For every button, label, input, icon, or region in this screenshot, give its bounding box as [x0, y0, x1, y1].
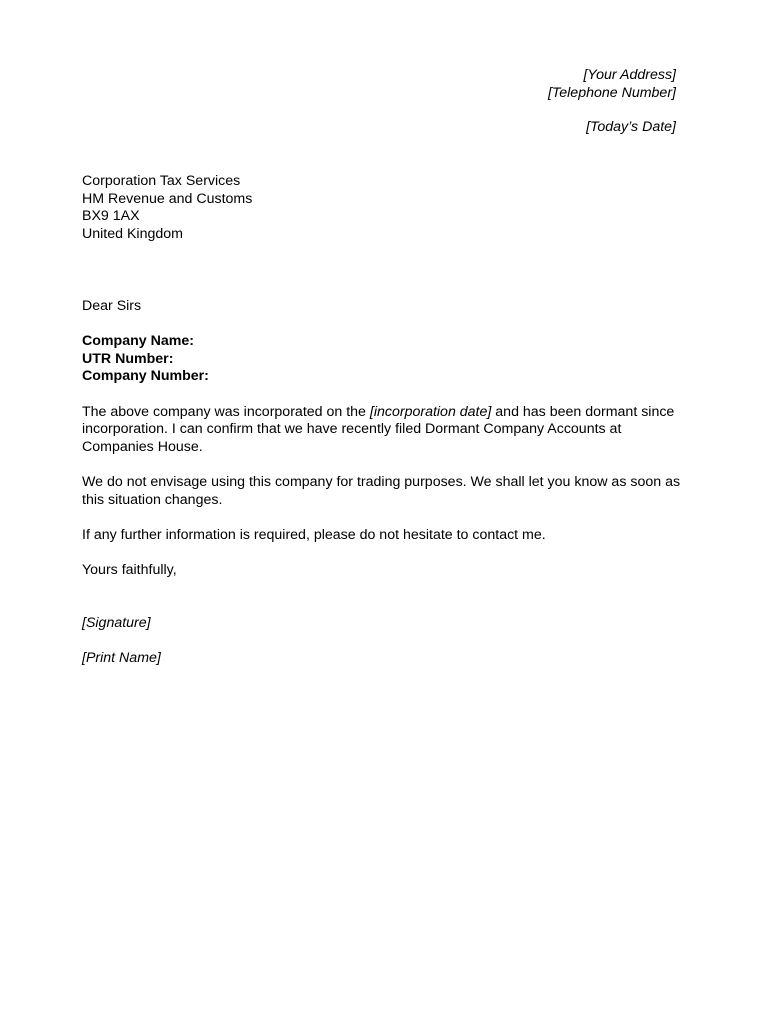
paragraph-text: The above company was incorporated on the [82, 403, 370, 420]
print-name-placeholder: [Print Name] [82, 649, 161, 666]
recipient-line: HM Revenue and Customs [82, 190, 253, 207]
recipient-line: BX9 1AX [82, 208, 140, 225]
recipient-line: United Kingdom [82, 225, 183, 242]
paragraph-trading: We do not envisage using this company for trading purposes. We shall let you know as soon as this situation changes. [82, 473, 681, 508]
incorporation-date-placeholder: [incorporation date] [369, 403, 492, 420]
company-number-label: Company Number: [82, 368, 209, 385]
paragraph-contact: If any further information is required, please do not hesitate to contact me. [82, 526, 546, 543]
letter-date: [Today’s Date] [586, 119, 676, 136]
salutation: Dear Sirs [82, 298, 142, 314]
paragraph-text: and has been dormant since incorporation. I can confirm that we have recently filed Dormant Company Accounts at Companies House. [82, 403, 675, 455]
sender-address: [Your Address] [583, 67, 676, 83]
closing: Yours faithfully, [82, 561, 177, 578]
recipient-address-block [82, 173, 682, 243]
letter-body [82, 298, 682, 685]
company-details [82, 333, 682, 386]
sender-telephone: [Telephone Number] [547, 84, 676, 101]
recipient-line: Corporation Tax Services [82, 173, 241, 189]
paragraph-incorporation [82, 404, 682, 457]
signature-placeholder: [Signature] [82, 614, 151, 631]
utr-number-label: UTR Number: [82, 350, 174, 367]
company-name-label: Company Name: [82, 333, 194, 350]
sender-block [548, 67, 676, 137]
